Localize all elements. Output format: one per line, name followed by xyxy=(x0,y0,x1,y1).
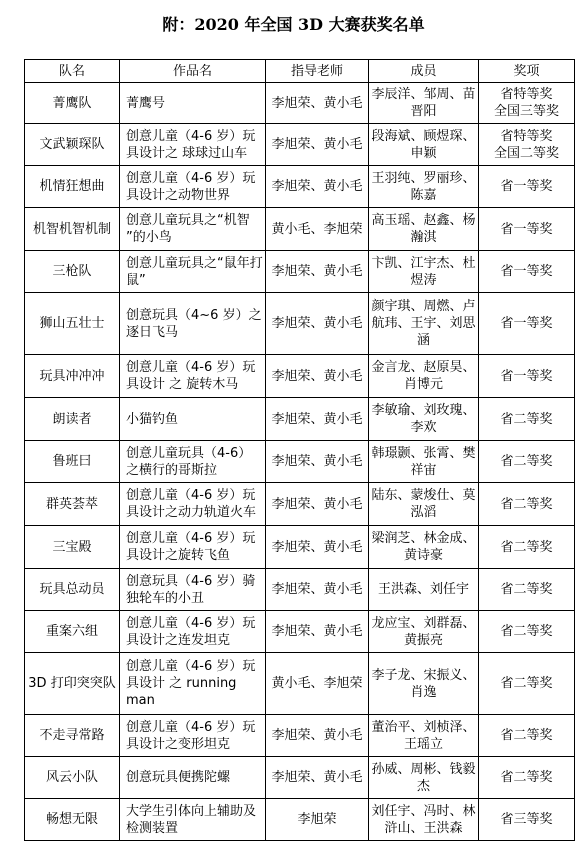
award-cell: 省一等奖 xyxy=(479,355,575,398)
work-cell: 菁鹰号 xyxy=(120,83,266,124)
work-cell: 创意玩具（4~6 岁）之逐日飞马 xyxy=(120,293,266,355)
header-row xyxy=(25,60,575,83)
work-cell: 创意儿童（4-6 岁）玩具设计之动物世界 xyxy=(120,166,266,208)
document-title: 附：2020 年全国 3D 大赛获奖名单 xyxy=(162,15,425,34)
members-cell: 颜宇琪、周燃、卢航玮、王宇、刘思涵 xyxy=(369,293,479,355)
work-cell: 创意儿童（4-6 岁）玩具设计之变形坦克 xyxy=(120,715,266,757)
teacher-cell: 李旭荣、黄小毛 xyxy=(266,166,369,208)
teacher-cell: 李旭荣、黄小毛 xyxy=(266,483,369,526)
table-row xyxy=(25,611,575,653)
team-cell: 三宝殿 xyxy=(25,526,120,569)
team-cell: 风云小队 xyxy=(25,757,120,799)
header-team: 队名 xyxy=(25,60,120,83)
members-cell: 卞凯、江宇杰、杜煜涛 xyxy=(369,251,479,293)
award-table xyxy=(24,59,575,841)
team-cell: 玩具冲冲冲 xyxy=(25,355,120,398)
award-cell: 省二等奖 xyxy=(479,483,575,526)
award-cell: 省三等奖 xyxy=(479,799,575,841)
teacher-cell: 李旭荣、黄小毛 xyxy=(266,124,369,166)
teacher-cell: 李旭荣、黄小毛 xyxy=(266,251,369,293)
award-cell: 省二等奖 xyxy=(479,757,575,799)
award-cell: 省二等奖 xyxy=(479,653,575,715)
members-cell: 李辰洋、邹周、苗晋阳 xyxy=(369,83,479,124)
work-cell: 创意玩具（4-6 岁）骑独轮车的小丑 xyxy=(120,569,266,611)
team-cell: 狮山五壮士 xyxy=(25,293,120,355)
award-cell: 省一等奖 xyxy=(479,166,575,208)
work-cell: 创意儿童（4-6 岁）玩具设计之动力轨道火车 xyxy=(120,483,266,526)
work-cell: 创意儿童（4-6 岁）玩具设计之连发坦克 xyxy=(120,611,266,653)
teacher-cell: 李旭荣、黄小毛 xyxy=(266,355,369,398)
members-cell: 龙应宝、刘群磊、黄振亮 xyxy=(369,611,479,653)
work-cell: 创意儿童（4-6 岁）玩具设计 之 running man xyxy=(120,653,266,715)
members-cell: 梁润芝、林金成、黄诗豪 xyxy=(369,526,479,569)
team-cell: 畅想无限 xyxy=(25,799,120,841)
table-row xyxy=(25,355,575,398)
members-cell: 董治平、刘桢泽、王瑶立 xyxy=(369,715,479,757)
team-cell: 群英荟萃 xyxy=(25,483,120,526)
table-row xyxy=(25,653,575,715)
team-cell: 不走寻常路 xyxy=(25,715,120,757)
work-cell: 小猫钓鱼 xyxy=(120,398,266,441)
teacher-cell: 黄小毛、李旭荣 xyxy=(266,208,369,251)
award-cell: 省二等奖 xyxy=(479,611,575,653)
members-cell: 高玉瑶、赵鑫、杨瀚淇 xyxy=(369,208,479,251)
members-cell: 刘任宇、冯时、林浒山、王洪森 xyxy=(369,799,479,841)
members-cell: 王洪森、刘任宇 xyxy=(369,569,479,611)
header-award: 奖项 xyxy=(479,60,575,83)
award-cell: 省二等奖 xyxy=(479,526,575,569)
team-cell: 菁鹰队 xyxy=(25,83,120,124)
members-cell: 陆东、蒙焌仕、莫泓滔 xyxy=(369,483,479,526)
members-cell: 李子龙、宋振义、肖逸 xyxy=(369,653,479,715)
table-row xyxy=(25,441,575,483)
teacher-cell: 黄小毛、李旭荣 xyxy=(266,653,369,715)
members-cell: 金言龙、赵原昊、肖博元 xyxy=(369,355,479,398)
team-cell: 鲁班曰 xyxy=(25,441,120,483)
award-cell: 省二等奖 xyxy=(479,441,575,483)
members-cell: 段海斌、顾煜琛、申颖 xyxy=(369,124,479,166)
team-cell: 三枪队 xyxy=(25,251,120,293)
team-cell: 机情狂想曲 xyxy=(25,166,120,208)
table-row xyxy=(25,483,575,526)
work-cell: 创意儿童玩具之“鼠年打鼠” xyxy=(120,251,266,293)
team-cell: 3D 打印突突队 xyxy=(25,653,120,715)
members-cell: 李敏瑜、刘玫瑰、李欢 xyxy=(369,398,479,441)
teacher-cell: 李旭荣、黄小毛 xyxy=(266,526,369,569)
teacher-cell: 李旭荣、黄小毛 xyxy=(266,611,369,653)
team-cell: 重案六组 xyxy=(25,611,120,653)
teacher-cell: 李旭荣、黄小毛 xyxy=(266,398,369,441)
teacher-cell: 李旭荣、黄小毛 xyxy=(266,83,369,124)
award-cell: 省一等奖 xyxy=(479,251,575,293)
award-cell: 省一等奖 xyxy=(479,208,575,251)
table-row xyxy=(25,398,575,441)
work-cell: 创意儿童（4-6 岁）玩具设计之 球球过山车 xyxy=(120,124,266,166)
table-row xyxy=(25,799,575,841)
award-cell: 省特等奖 全国三等奖 xyxy=(479,83,575,124)
table-row xyxy=(25,83,575,124)
award-cell: 省二等奖 xyxy=(479,715,575,757)
award-cell: 省二等奖 xyxy=(479,398,575,441)
work-cell: 创意儿童（4-6 岁）玩具设计 之 旋转木马 xyxy=(120,355,266,398)
table-row xyxy=(25,124,575,166)
header-teacher: 指导老师 xyxy=(266,60,369,83)
award-cell: 省一等奖 xyxy=(479,293,575,355)
award-cell: 省特等奖 全国二等奖 xyxy=(479,124,575,166)
table-row xyxy=(25,526,575,569)
teacher-cell: 李旭荣、黄小毛 xyxy=(266,441,369,483)
team-cell: 玩具总动员 xyxy=(25,569,120,611)
work-cell: 创意儿童玩具之“机智 ”的小鸟 xyxy=(120,208,266,251)
members-cell: 孙威、周彬、钱毅杰 xyxy=(369,757,479,799)
table-body xyxy=(25,83,575,841)
table-row xyxy=(25,208,575,251)
table-row xyxy=(25,757,575,799)
team-cell: 文武颖琛队 xyxy=(25,124,120,166)
table-row xyxy=(25,166,575,208)
work-cell: 创意儿童玩具（4-6）之横行的哥斯拉 xyxy=(120,441,266,483)
work-cell: 大学生引体向上辅助及检测装置 xyxy=(120,799,266,841)
teacher-cell: 李旭荣、黄小毛 xyxy=(266,569,369,611)
teacher-cell: 李旭荣、黄小毛 xyxy=(266,757,369,799)
teacher-cell: 李旭荣、黄小毛 xyxy=(266,293,369,355)
work-cell: 创意玩具便携陀螺 xyxy=(120,757,266,799)
teacher-cell: 李旭荣、黄小毛 xyxy=(266,715,369,757)
team-cell: 机智机智机制 xyxy=(25,208,120,251)
table-row xyxy=(25,293,575,355)
members-cell: 王羽纯、罗丽珍、陈嘉 xyxy=(369,166,479,208)
table-row xyxy=(25,251,575,293)
award-cell: 省二等奖 xyxy=(479,569,575,611)
work-cell: 创意儿童（4-6 岁）玩具设计之旋转飞鱼 xyxy=(120,526,266,569)
table-row xyxy=(25,569,575,611)
header-work: 作品名 xyxy=(120,60,266,83)
members-cell: 韩璟颢、张霄、樊祥宙 xyxy=(369,441,479,483)
teacher-cell: 李旭荣 xyxy=(266,799,369,841)
table-row xyxy=(25,715,575,757)
header-members: 成员 xyxy=(369,60,479,83)
team-cell: 朗读者 xyxy=(25,398,120,441)
